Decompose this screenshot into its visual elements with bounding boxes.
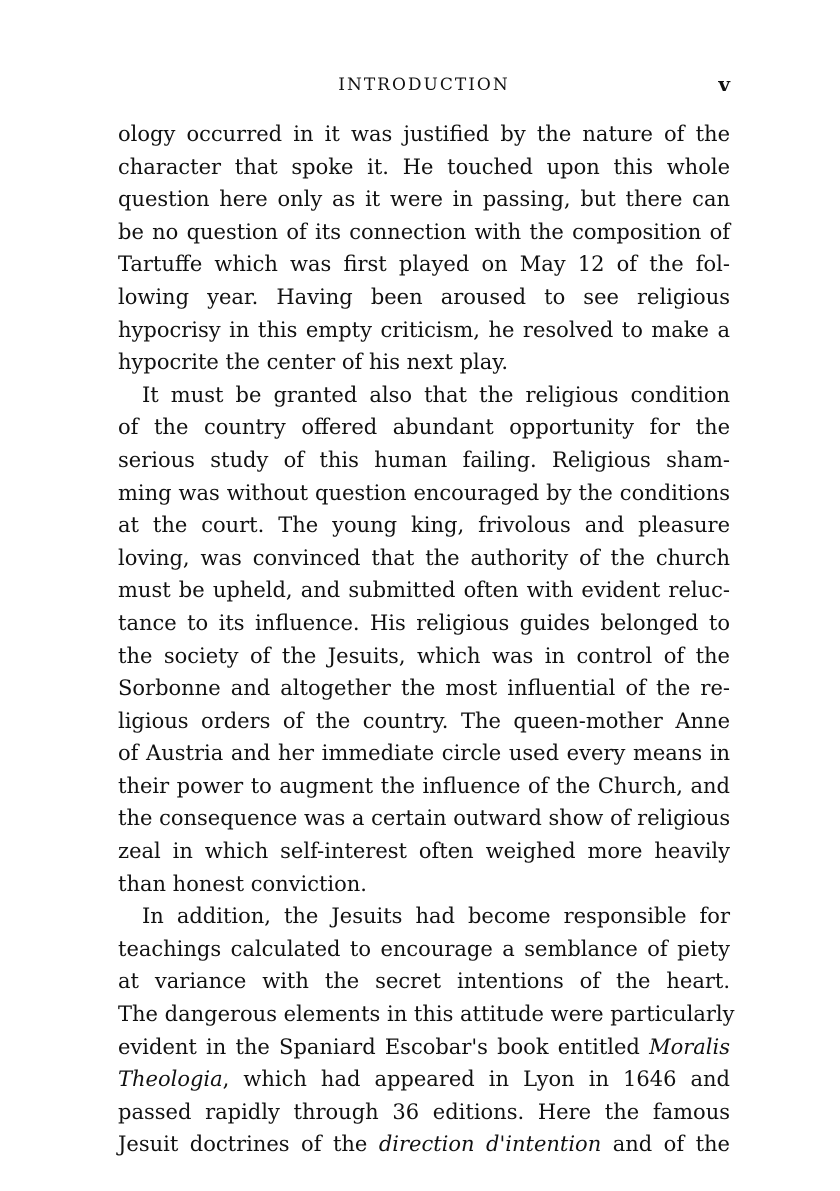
text-line: ligious orders of the country. The queen-mother Anne — [118, 708, 730, 733]
book-title-italic: Theologia — [118, 1067, 223, 1092]
text-line: loving, was convinced that the authority of the church — [118, 545, 730, 570]
running-head — [118, 72, 730, 102]
text-line: tance to its influence. His religious guides belonged to — [118, 610, 730, 635]
text-line: the society of the Jesuits, which was in control of the — [118, 643, 730, 668]
text-line: Tartuffe which was first played on May 12 of the fol- — [118, 252, 730, 277]
text-line: at the court. The young king, frivolous and pleasure — [118, 513, 730, 538]
text-line: zeal in which self-interest often weighed more heavily — [118, 839, 730, 864]
text-line: their power to augment the influence of the Church, and — [118, 773, 730, 798]
text-line: be no question of its connection with the composition of — [118, 219, 730, 244]
text-line: serious study of this human failing. Religious sham- — [118, 447, 730, 472]
text-line: of the country offered abundant opportunity for the — [118, 415, 730, 440]
book-title-italic: Moralis — [649, 1034, 730, 1059]
text-line: than honest conviction. — [118, 871, 367, 896]
text-run: , which had appeared in Lyon in 1646 and — [222, 1067, 730, 1092]
text-run: and of the — [601, 1132, 730, 1157]
text-line: question here only as it were in passing, but there can — [118, 187, 730, 212]
text-line: It must be granted also that the religious condition — [142, 382, 730, 407]
text-line: The dangerous elements in this attitude were particularly — [118, 1002, 735, 1027]
text-line: ology occurred in it was justified by the nature of the — [118, 122, 730, 146]
text-line — [118, 1128, 730, 1161]
doctrine-italic: direction d'intention — [378, 1132, 602, 1157]
text-run: evident in the Spaniard Escobar's book entitled — [118, 1034, 650, 1059]
text-line: In addition, the Jesuits had become responsible for — [142, 904, 730, 929]
running-title: INTRODUCTION — [338, 75, 510, 95]
text-line: must be upheld, and submitted often with evident reluc- — [118, 578, 730, 603]
text-line: character that spoke it. He touched upon this whole — [118, 154, 730, 179]
text-line: hypocrisy in this empty criticism, he resolved to make a — [118, 317, 730, 342]
text-line: teachings calculated to encourage a semblance of piety — [118, 936, 730, 961]
text-line: the consequence was a certain outward show of religious — [118, 806, 731, 831]
text-line: of Austria and her immediate circle used every means in — [118, 741, 730, 766]
text-line: lowing year. Having been aroused to see religious — [118, 284, 730, 309]
text-line: hypocrite the center of his next play. — [118, 350, 509, 375]
page-number: v — [718, 72, 730, 96]
text-line — [118, 1031, 730, 1064]
body-text — [118, 118, 735, 1161]
text-line: ming was without question encouraged by the conditions — [118, 480, 730, 505]
text-line: Sorbonne and altogether the most influential of the re- — [118, 676, 730, 701]
text-line: passed rapidly through 36 editions. Here the famous — [118, 1099, 730, 1124]
text-line: at variance with the secret intentions of the heart. — [118, 969, 730, 994]
text-line — [118, 1063, 730, 1096]
text-run: Jesuit doctrines of the — [118, 1132, 379, 1157]
